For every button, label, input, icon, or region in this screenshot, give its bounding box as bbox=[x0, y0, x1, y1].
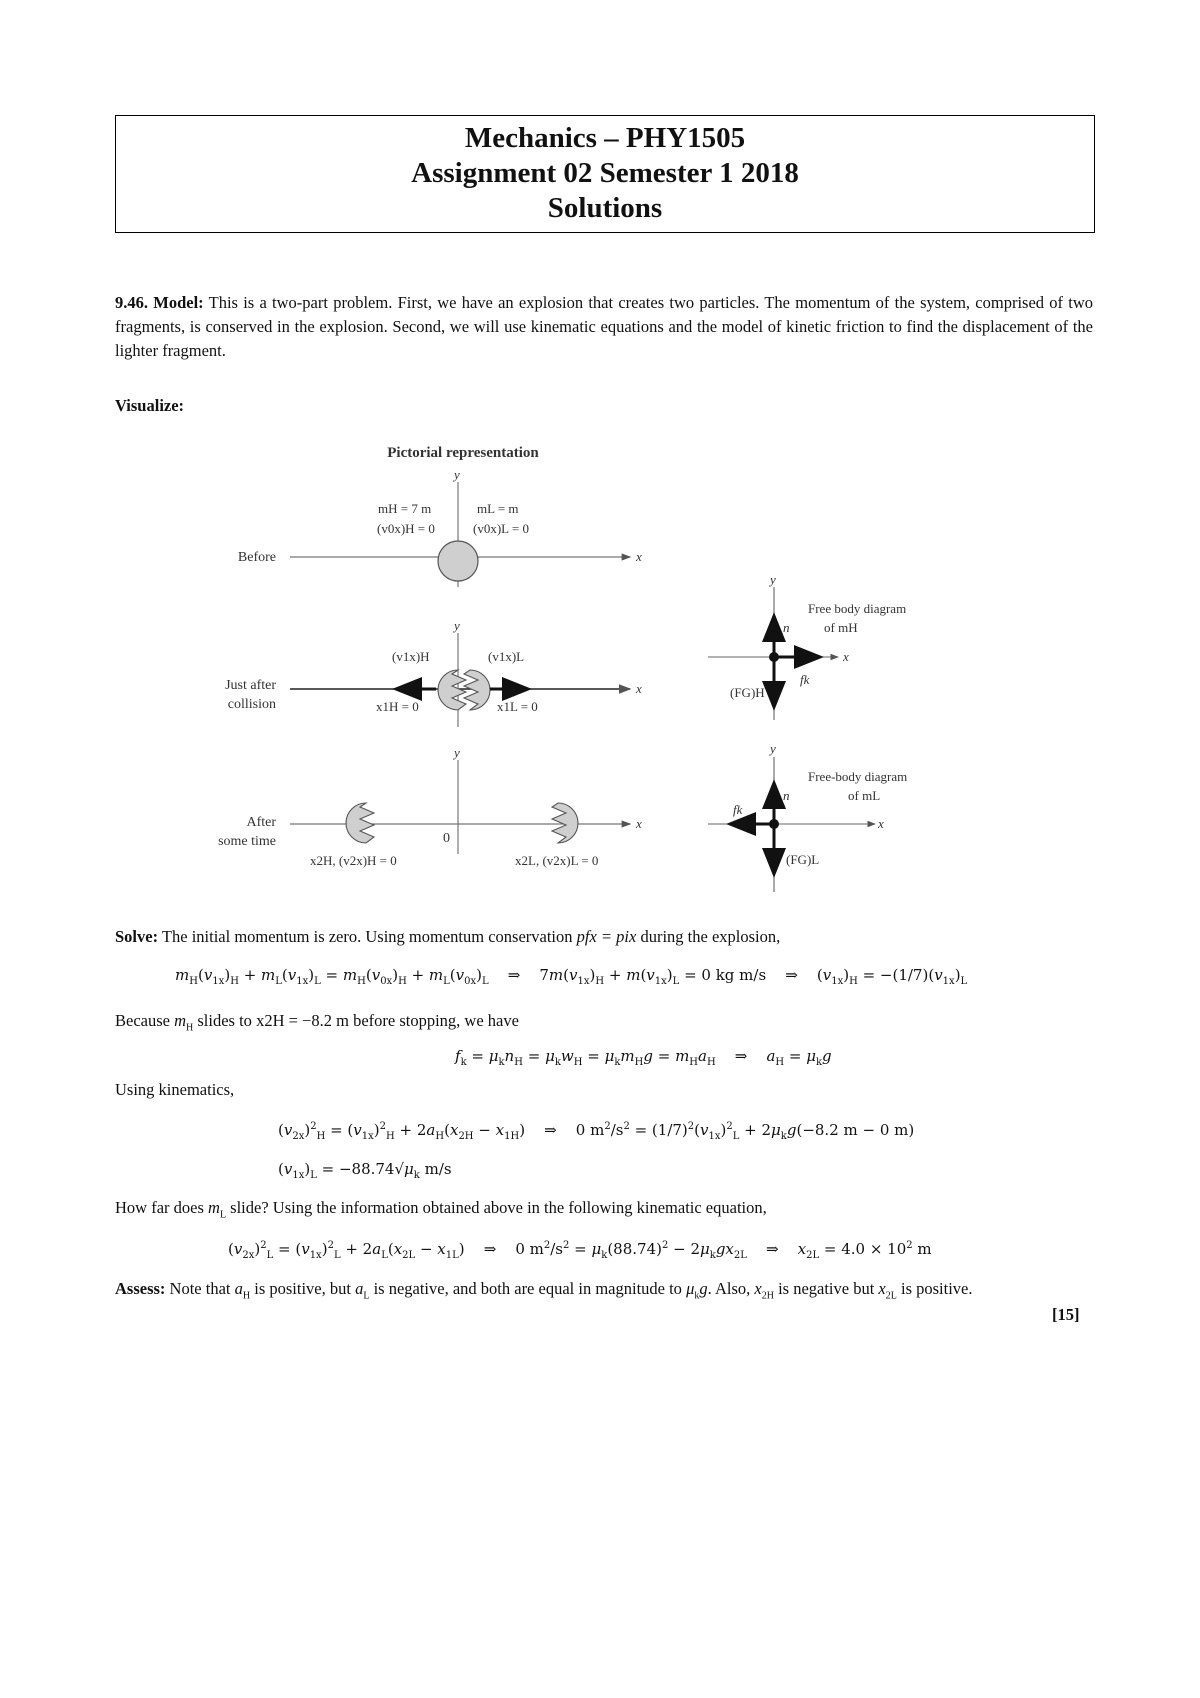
axis-x-label: x bbox=[636, 549, 642, 564]
axis-x-label: x bbox=[878, 816, 884, 831]
equation-friction: $f_k = \mu_kn_H = \mu_kw_H = \mu_km_Hg = m_Ha_H$ ⇒ $a_H = \mu_kg$ bbox=[455, 1047, 832, 1068]
fbd-heavy bbox=[708, 572, 906, 720]
because-eq: x2H = −8.2 m bbox=[256, 1011, 349, 1030]
solve-line bbox=[115, 927, 780, 947]
after-collision-label-2: collision bbox=[227, 697, 276, 712]
light-fragment-stopped bbox=[552, 803, 578, 843]
because-text-1: Because bbox=[115, 1011, 170, 1030]
fg-h-label: (FG)H bbox=[730, 685, 765, 700]
v0l-label: (v0x)L = 0 bbox=[473, 521, 529, 536]
mass-l-label: mL = m bbox=[477, 501, 519, 516]
equation-v1l: $(v_{1x})_L = -88.74√\mu_k$ m/s bbox=[278, 1160, 452, 1181]
fbd-l-title-2: of mL bbox=[848, 788, 881, 803]
after-collision-panel bbox=[225, 618, 642, 727]
v1h-label: (v1x)H bbox=[392, 649, 430, 664]
equation-momentum: $m_H(v_{1x})_H + m_L(v_{1x})_L = m_H(v_{0x})_H + m_L(v_{0x})_L$ ⇒ $7m(v_{1x})_H + m(v_{1x})_L = 0$ kg m/s ⇒ $(v_{1x})_H = -(1/7)(v_{1x})_L$ bbox=[175, 966, 968, 987]
x1l-label: x1L = 0 bbox=[497, 699, 538, 714]
assess-text-3: is negative, and both are equal in magnitude to bbox=[373, 1279, 682, 1298]
heavy-fragment-stopped bbox=[346, 803, 374, 843]
using-kinematics-line bbox=[115, 1080, 234, 1100]
after-collision-label-1: Just after bbox=[225, 678, 276, 693]
axis-y-label: y bbox=[454, 467, 460, 482]
fk-label: fk bbox=[733, 802, 743, 817]
before-label: Before bbox=[237, 550, 276, 565]
marks-label: [15] bbox=[1052, 1305, 1080, 1324]
using-kinematics-text: Using kinematics, bbox=[115, 1080, 235, 1099]
model-text: This is a two-part problem. First, we have an explosion that creates two particles. The momentum of the system, comprised of two fragments, is conserved in the explosion. Second, we will use kinematic equations and the model of kinetic friction to find the displacement of the lighter fragment. bbox=[115, 293, 1094, 360]
assignment-title: Assignment 02 Semester 1 2018 bbox=[411, 157, 799, 189]
how-far-line: How far does $m_L$ slide? Using the information obtained above in the following kinematic equation, bbox=[115, 1198, 767, 1221]
assess-text-6: is positive. bbox=[900, 1279, 973, 1298]
v1l-label: (v1x)L bbox=[488, 649, 525, 664]
fbd-h-title-2: of mH bbox=[824, 620, 858, 635]
assess-text-4: . Also, bbox=[707, 1279, 751, 1298]
light-fragment bbox=[464, 670, 490, 710]
normal-label: n bbox=[783, 788, 790, 803]
after-time-panel bbox=[218, 745, 642, 868]
because-line: Because $m_H$ slides to x2H = −8.2 m before stopping, we have bbox=[115, 1011, 519, 1034]
problem-number: 9.46. bbox=[115, 293, 148, 312]
axis-y-label: y bbox=[454, 745, 460, 760]
solve-intro-end: during the explosion, bbox=[640, 927, 781, 946]
fbd-light bbox=[708, 741, 907, 892]
model-label: Model: bbox=[153, 293, 204, 312]
solutions-title: Solutions bbox=[547, 192, 663, 224]
axis-x-label: x bbox=[636, 681, 642, 696]
axis-y-label: y bbox=[770, 572, 776, 587]
normal-label: n bbox=[783, 620, 790, 635]
fbd-h-title-1: Free body diagram bbox=[808, 601, 907, 616]
fg-l-label: (FG)L bbox=[786, 852, 820, 867]
visualize-label: Visualize: bbox=[115, 396, 185, 415]
mass-h-label: mH = 7 m bbox=[378, 501, 432, 516]
because-text-2: slides to bbox=[197, 1011, 252, 1030]
course-title: Mechanics – PHY1505 bbox=[464, 122, 746, 154]
solve-label: Solve: bbox=[115, 927, 159, 946]
axis-x-label: x bbox=[843, 649, 849, 664]
axis-y-label: y bbox=[454, 618, 460, 633]
diagram-title: Pictorial representation bbox=[387, 445, 539, 461]
assess-text-1: Note that bbox=[169, 1279, 231, 1298]
before-panel bbox=[238, 467, 642, 587]
fbd-l-title-1: Free-body diagram bbox=[808, 769, 908, 784]
x1h-label: x1H = 0 bbox=[376, 699, 419, 714]
solve-intro: The initial momentum is zero. Using momentum conservation bbox=[161, 927, 573, 946]
solve-intro-eq: pfx = pix bbox=[576, 927, 637, 946]
v0h-label: (v0x)H = 0 bbox=[377, 521, 435, 536]
origin-label: 0 bbox=[443, 831, 450, 846]
axis-x-label: x bbox=[636, 816, 642, 831]
after-time-label-2: some time bbox=[218, 834, 276, 849]
equation-kinematics-h: $(v_{2x})^2_H = (v_{1x})^2_H + 2a_H(x_{2H} - x_{1H})$ ⇒ 0 $m^2/s^2 = (1/7)^2(v_{1x})^2_L + 2\mu_kg(-8.2$ m − 0 m) bbox=[278, 1121, 915, 1142]
how-far-text-1: How far does bbox=[115, 1198, 204, 1217]
heavy-fragment bbox=[438, 670, 466, 710]
assess-label: Assess: bbox=[115, 1279, 166, 1298]
equation-kinematics-l: $(v_{2x})^2_L = (v_{1x})^2_L + 2a_L(x_{2L} - x_{1L})$ ⇒ 0 $m^2/s^2 = \mu_k(88.74)^2 - 2\mu_kgx_{2L}$ ⇒ $x_{2L} = 4.0 \times 10^2$ m bbox=[228, 1240, 932, 1261]
fk-label: fk bbox=[800, 672, 810, 687]
after-time-label-1: After bbox=[246, 815, 276, 830]
x2l-label: x2L, (v2x)L = 0 bbox=[515, 853, 599, 868]
x2h-label: x2H, (v2x)H = 0 bbox=[310, 853, 397, 868]
combined-mass-circle bbox=[438, 541, 478, 581]
assess-text-5: is negative but bbox=[778, 1279, 875, 1298]
how-far-text-2: slide? Using the information obtained above in the following kinematic equation, bbox=[230, 1198, 767, 1217]
axis-y-label: y bbox=[770, 741, 776, 756]
assess-text-2: is positive, but bbox=[254, 1279, 351, 1298]
because-text-3: before stopping, we have bbox=[353, 1011, 519, 1030]
assess-paragraph: Assess: Note that $a_H$ is positive, but $a_L$ is negative, and both are equal in magnitude to $\mu_kg$. Also, $x_{2H}$ is negative but $x_{2L}$ is positive. bbox=[115, 1279, 973, 1302]
